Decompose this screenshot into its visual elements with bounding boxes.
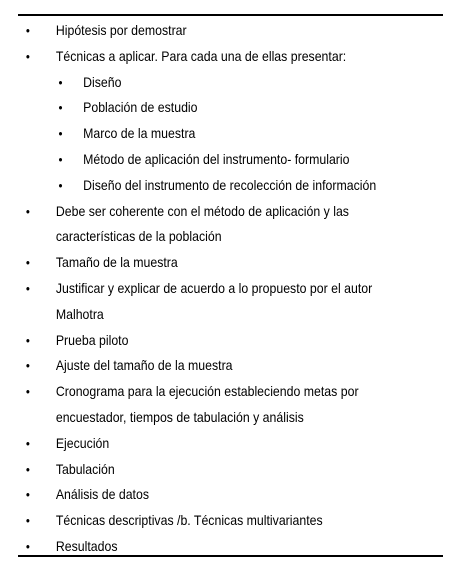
list-item (18, 70, 453, 96)
bullet-icon: • (25, 461, 30, 477)
bullet-icon: • (25, 332, 30, 348)
list-item (18, 482, 443, 508)
list-item (18, 508, 443, 534)
list-item-continuation: encuestador, tiempos de tabulación y análisis (55, 408, 304, 425)
bullet-icon: • (58, 151, 63, 167)
bullet-icon: • (25, 280, 30, 296)
bullet-icon: • (25, 435, 30, 451)
list-item-text: Diseño del instrumento de recolección de información (83, 176, 377, 193)
list-item-text: Diseño (83, 73, 122, 90)
list-item-text: Método de aplicación del instrumento- formulario (83, 150, 350, 167)
list-item-text: Ajuste del tamaño de la muestra (55, 357, 233, 374)
list-item-text: Cronograma para la ejecución estableciendo metas por (55, 383, 359, 400)
bullet-list (18, 18, 443, 560)
bullet-icon: • (25, 48, 30, 64)
bullet-icon: • (25, 255, 30, 271)
list-item (18, 534, 443, 560)
list-item-text: Tamaño de la muestra (55, 254, 178, 271)
list-item (18, 353, 443, 379)
list-item-text: Justificar y explicar de acuerdo a lo propuesto por el autor (55, 279, 373, 296)
list-item (18, 95, 453, 121)
list-item (18, 147, 453, 173)
list-item-text: Análisis de datos (55, 486, 149, 503)
list-item (18, 199, 443, 251)
list-item-text: Debe ser coherente con el método de aplicación y las (55, 202, 349, 219)
list-item-text: Ejecución (55, 434, 110, 451)
list-item (18, 18, 443, 44)
bullet-icon: • (25, 358, 30, 374)
list-item (18, 44, 443, 70)
list-item (18, 431, 443, 457)
list-item (18, 276, 443, 328)
list-item (18, 457, 443, 483)
bullet-icon: • (25, 203, 30, 219)
bullet-icon: • (25, 538, 30, 554)
list-item-text: Resultados (55, 537, 118, 554)
list-item-text: Técnicas a aplicar. Para cada una de ellas presentar: (55, 47, 347, 64)
bullet-icon: • (25, 513, 30, 529)
bullet-icon: • (25, 487, 30, 503)
list-item-text: Técnicas descriptivas /b. Técnicas multivariantes (55, 512, 323, 529)
bullet-icon: • (58, 74, 63, 90)
list-item-continuation: Malhotra (55, 305, 104, 322)
list-item (18, 250, 443, 276)
bullet-icon: • (58, 177, 63, 193)
list-item (18, 121, 453, 147)
list-item-text: Hipótesis por demostrar (55, 22, 187, 38)
list-item-continuation: características de la población (55, 228, 222, 245)
bullet-icon: • (25, 384, 30, 400)
list-item-text: Población de estudio (83, 99, 198, 116)
list-item (18, 328, 443, 354)
document-box (18, 14, 443, 557)
list-item (18, 379, 443, 431)
list-item-text: Marco de la muestra (83, 125, 196, 142)
list-item (18, 173, 453, 199)
bullet-icon: • (58, 100, 63, 116)
bullet-icon: • (25, 23, 30, 38)
bullet-icon: • (58, 126, 63, 142)
list-item-text: Tabulación (55, 460, 115, 477)
list-item-text: Prueba piloto (55, 331, 129, 348)
